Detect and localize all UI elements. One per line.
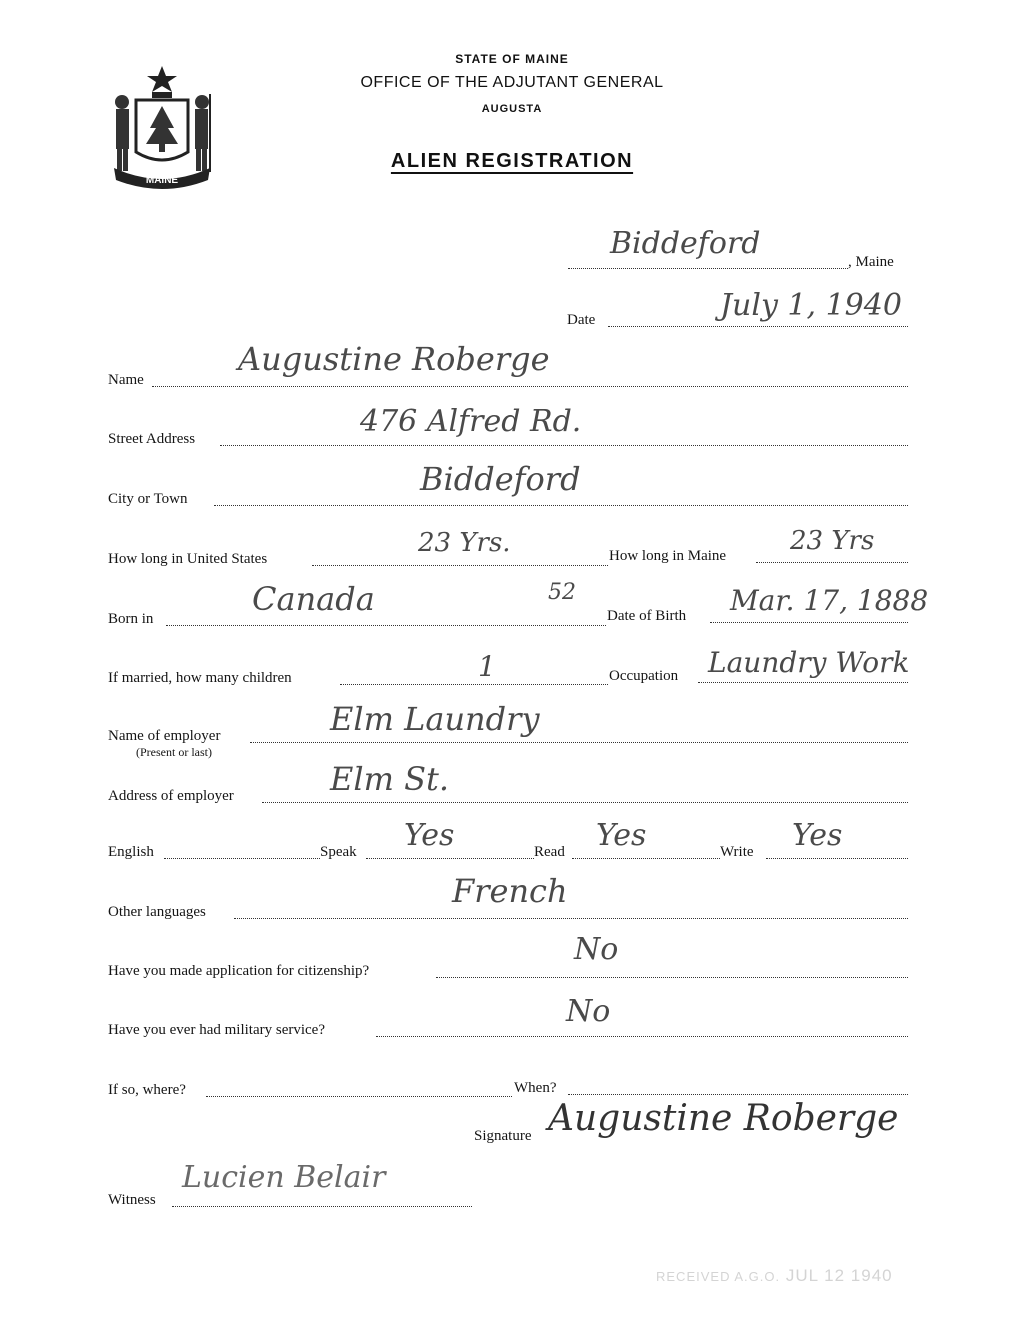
city-label: City or Town (108, 491, 188, 507)
received-stamp-date: JUL 12 1940 (785, 1266, 893, 1285)
age-note: 52 (548, 580, 576, 605)
witness-value: Lucien Belair (182, 1160, 386, 1195)
date-value: July 1, 1940 (720, 288, 902, 323)
employer-name-line (250, 742, 908, 743)
maine-label: , Maine (848, 254, 894, 270)
military-label: Have you ever had military service? (108, 1022, 325, 1038)
occupation-value: Laundry Work (708, 646, 910, 679)
other-languages-line (234, 918, 908, 919)
speak-line (366, 858, 534, 859)
employer-address-value: Elm St. (330, 760, 450, 798)
children-value: 1 (478, 650, 496, 683)
write-label: Write (720, 844, 754, 860)
received-stamp-label: RECEIVED A.G.O. (656, 1269, 781, 1284)
born-in-value: Canada (252, 580, 375, 618)
english-line (164, 858, 320, 859)
read-line (572, 858, 720, 859)
form-title: ALIEN REGISTRATION (390, 150, 634, 172)
other-languages-label: Other languages (108, 904, 206, 920)
born-in-line (166, 625, 606, 626)
how-long-maine-line (756, 562, 908, 563)
employer-name-note: (Present or last) (136, 745, 212, 759)
military-line (376, 1036, 908, 1037)
signature-label: Signature (474, 1128, 532, 1144)
employer-name-label: Name of employer (108, 728, 221, 744)
place-value: Biddeford (610, 226, 761, 261)
received-stamp (656, 1266, 893, 1286)
when-label: When? (514, 1080, 557, 1096)
how-long-maine-value: 23 Yrs (790, 526, 875, 556)
employer-name-value: Elm Laundry (330, 700, 540, 738)
children-label: If married, how many children (108, 670, 292, 686)
write-line (766, 858, 908, 859)
occupation-line (698, 682, 908, 683)
state-heading: STATE OF MAINE (455, 52, 569, 66)
street-address-line (220, 445, 908, 446)
other-languages-value: French (452, 872, 568, 910)
military-value: No (566, 994, 611, 1029)
if-so-where-label: If so, where? (108, 1082, 186, 1098)
how-long-maine-label: How long in Maine (609, 548, 727, 564)
street-address-label: Street Address (108, 431, 196, 447)
speak-label: Speak (320, 844, 357, 860)
if-so-where-line (206, 1096, 512, 1097)
date-line (608, 326, 908, 327)
how-long-us-label: How long in United States (108, 551, 268, 567)
name-label: Name (108, 372, 144, 388)
citizenship-value: No (574, 932, 619, 967)
when-line (568, 1094, 908, 1095)
read-label: Read (534, 844, 565, 860)
date-of-birth-value: Mar. 17, 1888 (730, 584, 929, 617)
signature-value: Augustine Roberge (548, 1098, 899, 1139)
employer-address-label: Address of employer (108, 788, 234, 804)
maine-seal-icon (108, 64, 216, 192)
place-line (568, 268, 848, 269)
children-line (340, 684, 608, 685)
date-of-birth-label: Date of Birth (607, 608, 687, 624)
witness-label: Witness (108, 1192, 156, 1208)
occupation-label: Occupation (609, 668, 679, 684)
how-long-us-line (312, 565, 608, 566)
city-line (214, 505, 908, 506)
name-value: Augustine Roberge (238, 340, 550, 378)
write-value: Yes (792, 818, 843, 853)
citizenship-line (436, 977, 908, 978)
seal-text: MAINE (145, 175, 179, 186)
citizenship-label: Have you made application for citizenship? (108, 963, 370, 979)
employer-address-line (262, 802, 908, 803)
name-line (152, 386, 908, 387)
city-heading: AUGUSTA (481, 103, 543, 115)
city-value: Biddeford (420, 460, 581, 498)
speak-value: Yes (404, 818, 455, 853)
english-label: English (108, 844, 154, 860)
date-label: Date (567, 312, 596, 328)
date-of-birth-line (710, 622, 908, 623)
witness-line (172, 1206, 472, 1207)
office-heading: OFFICE OF THE ADJUTANT GENERAL (360, 74, 664, 91)
born-in-label: Born in (108, 611, 154, 627)
read-value: Yes (596, 818, 647, 853)
how-long-us-value: 23 Yrs. (418, 528, 511, 558)
street-address-value: 476 Alfred Rd. (360, 404, 582, 439)
